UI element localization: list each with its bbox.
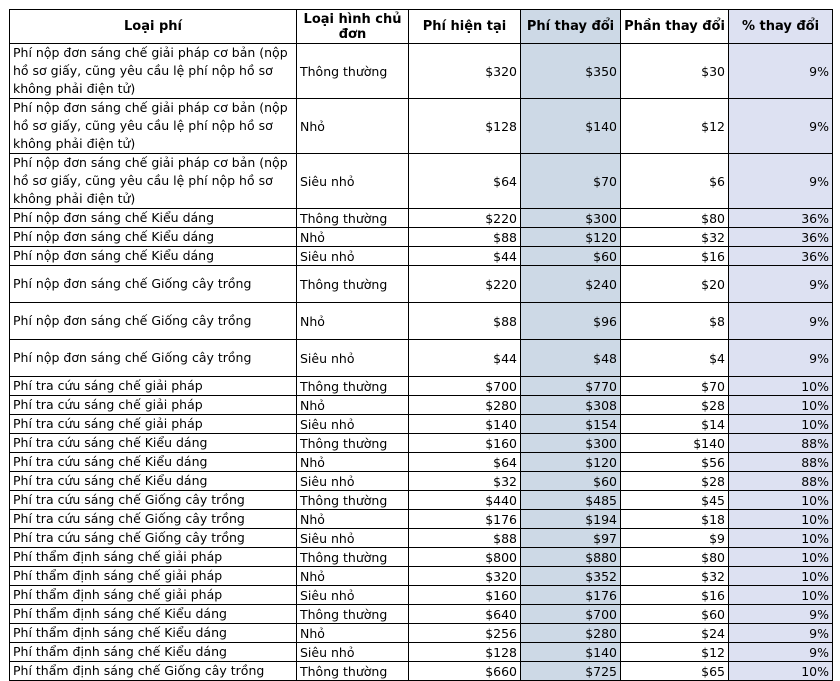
change-amount-cell: $70 bbox=[621, 377, 729, 396]
change-percent-cell: 9% bbox=[729, 44, 833, 99]
fee-type-cell: Phí nộp đơn sáng chế giải pháp cơ bản (nộp hồ sơ giấy, cũng yêu cầu lệ phí nộp hồ sơ không phải điện tử) bbox=[10, 44, 297, 99]
change-percent-cell: 10% bbox=[729, 548, 833, 567]
change-amount-cell: $30 bbox=[621, 44, 729, 99]
applicant-type-cell: Thông thường bbox=[297, 491, 409, 510]
current-fee-cell: $700 bbox=[409, 377, 521, 396]
change-percent-cell: 10% bbox=[729, 377, 833, 396]
header-applicant-type: Loại hình chủ đơn bbox=[297, 10, 409, 44]
changed-fee-cell: $194 bbox=[521, 510, 621, 529]
table-row bbox=[10, 662, 833, 681]
changed-fee-cell: $48 bbox=[521, 340, 621, 377]
change-amount-cell: $16 bbox=[621, 247, 729, 266]
fee-type-cell: Phí thẩm định sáng chế Kiểu dáng bbox=[10, 624, 297, 643]
table-row bbox=[10, 377, 833, 396]
applicant-type-cell: Thông thường bbox=[297, 434, 409, 453]
current-fee-cell: $88 bbox=[409, 303, 521, 340]
change-percent-cell: 10% bbox=[729, 415, 833, 434]
applicant-type-cell: Siêu nhỏ bbox=[297, 247, 409, 266]
changed-fee-cell: $485 bbox=[521, 491, 621, 510]
applicant-type-cell: Nhỏ bbox=[297, 567, 409, 586]
fee-type-cell: Phí nộp đơn sáng chế Kiểu dáng bbox=[10, 209, 297, 228]
current-fee-cell: $220 bbox=[409, 266, 521, 303]
change-amount-cell: $80 bbox=[621, 548, 729, 567]
table-row bbox=[10, 44, 833, 99]
change-percent-cell: 9% bbox=[729, 266, 833, 303]
current-fee-cell: $160 bbox=[409, 434, 521, 453]
header-row bbox=[10, 10, 833, 44]
change-amount-cell: $80 bbox=[621, 209, 729, 228]
table-row bbox=[10, 567, 833, 586]
table-row bbox=[10, 247, 833, 266]
fee-type-cell: Phí nộp đơn sáng chế Kiểu dáng bbox=[10, 228, 297, 247]
table-row bbox=[10, 643, 833, 662]
change-percent-cell: 10% bbox=[729, 529, 833, 548]
header-change-percent: % thay đổi bbox=[729, 10, 833, 44]
change-amount-cell: $56 bbox=[621, 453, 729, 472]
applicant-type-cell: Thông thường bbox=[297, 662, 409, 681]
header-change-amount: Phần thay đổi bbox=[621, 10, 729, 44]
fee-type-cell: Phí tra cứu sáng chế Giống cây trồng bbox=[10, 491, 297, 510]
applicant-type-cell: Siêu nhỏ bbox=[297, 340, 409, 377]
fee-type-cell: Phí thẩm định sáng chế Kiểu dáng bbox=[10, 605, 297, 624]
table-row bbox=[10, 303, 833, 340]
table-row bbox=[10, 415, 833, 434]
current-fee-cell: $64 bbox=[409, 453, 521, 472]
current-fee-cell: $160 bbox=[409, 586, 521, 605]
change-amount-cell: $4 bbox=[621, 340, 729, 377]
current-fee-cell: $220 bbox=[409, 209, 521, 228]
current-fee-cell: $64 bbox=[409, 154, 521, 209]
changed-fee-cell: $240 bbox=[521, 266, 621, 303]
current-fee-cell: $800 bbox=[409, 548, 521, 567]
changed-fee-cell: $725 bbox=[521, 662, 621, 681]
change-percent-cell: 9% bbox=[729, 154, 833, 209]
applicant-type-cell: Nhỏ bbox=[297, 228, 409, 247]
table-row bbox=[10, 434, 833, 453]
changed-fee-cell: $140 bbox=[521, 643, 621, 662]
change-percent-cell: 88% bbox=[729, 453, 833, 472]
change-amount-cell: $9 bbox=[621, 529, 729, 548]
applicant-type-cell: Siêu nhỏ bbox=[297, 643, 409, 662]
table-row bbox=[10, 491, 833, 510]
change-percent-cell: 10% bbox=[729, 586, 833, 605]
change-percent-cell: 10% bbox=[729, 491, 833, 510]
change-percent-cell: 9% bbox=[729, 99, 833, 154]
fee-type-cell: Phí nộp đơn sáng chế giải pháp cơ bản (nộp hồ sơ giấy, cũng yêu cầu lệ phí nộp hồ sơ không phải điện tử) bbox=[10, 99, 297, 154]
changed-fee-cell: $120 bbox=[521, 453, 621, 472]
change-amount-cell: $32 bbox=[621, 228, 729, 247]
changed-fee-cell: $350 bbox=[521, 44, 621, 99]
table-row bbox=[10, 548, 833, 567]
change-amount-cell: $6 bbox=[621, 154, 729, 209]
current-fee-cell: $660 bbox=[409, 662, 521, 681]
current-fee-cell: $320 bbox=[409, 567, 521, 586]
change-percent-cell: 88% bbox=[729, 434, 833, 453]
table-row bbox=[10, 340, 833, 377]
applicant-type-cell: Nhỏ bbox=[297, 453, 409, 472]
table-row bbox=[10, 624, 833, 643]
change-percent-cell: 36% bbox=[729, 228, 833, 247]
changed-fee-cell: $280 bbox=[521, 624, 621, 643]
change-percent-cell: 9% bbox=[729, 643, 833, 662]
current-fee-cell: $88 bbox=[409, 529, 521, 548]
table-row bbox=[10, 99, 833, 154]
changed-fee-cell: $700 bbox=[521, 605, 621, 624]
table-body bbox=[10, 44, 833, 681]
change-amount-cell: $12 bbox=[621, 99, 729, 154]
applicant-type-cell: Siêu nhỏ bbox=[297, 154, 409, 209]
current-fee-cell: $176 bbox=[409, 510, 521, 529]
applicant-type-cell: Thông thường bbox=[297, 548, 409, 567]
change-amount-cell: $45 bbox=[621, 491, 729, 510]
change-amount-cell: $28 bbox=[621, 396, 729, 415]
change-percent-cell: 10% bbox=[729, 510, 833, 529]
changed-fee-cell: $154 bbox=[521, 415, 621, 434]
change-amount-cell: $12 bbox=[621, 643, 729, 662]
fee-type-cell: Phí tra cứu sáng chế Giống cây trồng bbox=[10, 529, 297, 548]
current-fee-cell: $440 bbox=[409, 491, 521, 510]
changed-fee-cell: $880 bbox=[521, 548, 621, 567]
header-current-fee: Phí hiện tại bbox=[409, 10, 521, 44]
change-percent-cell: 10% bbox=[729, 662, 833, 681]
changed-fee-cell: $140 bbox=[521, 99, 621, 154]
change-amount-cell: $18 bbox=[621, 510, 729, 529]
change-percent-cell: 10% bbox=[729, 567, 833, 586]
fee-type-cell: Phí tra cứu sáng chế Kiểu dáng bbox=[10, 434, 297, 453]
fee-type-cell: Phí nộp đơn sáng chế Kiểu dáng bbox=[10, 247, 297, 266]
table-row bbox=[10, 154, 833, 209]
change-amount-cell: $16 bbox=[621, 586, 729, 605]
fee-type-cell: Phí thẩm định sáng chế Kiểu dáng bbox=[10, 643, 297, 662]
table-row bbox=[10, 396, 833, 415]
current-fee-cell: $256 bbox=[409, 624, 521, 643]
changed-fee-cell: $300 bbox=[521, 209, 621, 228]
changed-fee-cell: $70 bbox=[521, 154, 621, 209]
changed-fee-cell: $60 bbox=[521, 472, 621, 491]
fee-type-cell: Phí tra cứu sáng chế giải pháp bbox=[10, 377, 297, 396]
fee-type-cell: Phí tra cứu sáng chế giải pháp bbox=[10, 396, 297, 415]
fee-type-cell: Phí nộp đơn sáng chế Giống cây trồng bbox=[10, 303, 297, 340]
fee-type-cell: Phí nộp đơn sáng chế giải pháp cơ bản (nộp hồ sơ giấy, cũng yêu cầu lệ phí nộp hồ sơ không phải điện tử) bbox=[10, 154, 297, 209]
changed-fee-cell: $770 bbox=[521, 377, 621, 396]
change-amount-cell: $32 bbox=[621, 567, 729, 586]
changed-fee-cell: $176 bbox=[521, 586, 621, 605]
applicant-type-cell: Nhỏ bbox=[297, 624, 409, 643]
applicant-type-cell: Nhỏ bbox=[297, 99, 409, 154]
fee-type-cell: Phí tra cứu sáng chế giải pháp bbox=[10, 415, 297, 434]
change-amount-cell: $140 bbox=[621, 434, 729, 453]
change-amount-cell: $24 bbox=[621, 624, 729, 643]
changed-fee-cell: $300 bbox=[521, 434, 621, 453]
current-fee-cell: $88 bbox=[409, 228, 521, 247]
current-fee-cell: $320 bbox=[409, 44, 521, 99]
fee-type-cell: Phí thẩm định sáng chế giải pháp bbox=[10, 586, 297, 605]
table-row bbox=[10, 605, 833, 624]
table-row bbox=[10, 266, 833, 303]
change-percent-cell: 9% bbox=[729, 303, 833, 340]
table-row bbox=[10, 529, 833, 548]
table-row bbox=[10, 228, 833, 247]
applicant-type-cell: Nhỏ bbox=[297, 396, 409, 415]
fee-type-cell: Phí tra cứu sáng chế Kiểu dáng bbox=[10, 453, 297, 472]
changed-fee-cell: $96 bbox=[521, 303, 621, 340]
header-fee-type: Loại phí bbox=[10, 10, 297, 44]
fee-type-cell: Phí thẩm định sáng chế Giống cây trồng bbox=[10, 662, 297, 681]
changed-fee-cell: $120 bbox=[521, 228, 621, 247]
current-fee-cell: $32 bbox=[409, 472, 521, 491]
change-percent-cell: 9% bbox=[729, 340, 833, 377]
current-fee-cell: $280 bbox=[409, 396, 521, 415]
applicant-type-cell: Thông thường bbox=[297, 377, 409, 396]
fee-type-cell: Phí nộp đơn sáng chế Giống cây trồng bbox=[10, 266, 297, 303]
table-row bbox=[10, 510, 833, 529]
change-percent-cell: 36% bbox=[729, 247, 833, 266]
header-changed-fee: Phí thay đổi bbox=[521, 10, 621, 44]
applicant-type-cell: Siêu nhỏ bbox=[297, 586, 409, 605]
change-amount-cell: $28 bbox=[621, 472, 729, 491]
fee-type-cell: Phí thẩm định sáng chế giải pháp bbox=[10, 567, 297, 586]
applicant-type-cell: Nhỏ bbox=[297, 510, 409, 529]
applicant-type-cell: Thông thường bbox=[297, 605, 409, 624]
applicant-type-cell: Nhỏ bbox=[297, 303, 409, 340]
change-percent-cell: 10% bbox=[729, 396, 833, 415]
changed-fee-cell: $60 bbox=[521, 247, 621, 266]
applicant-type-cell: Thông thường bbox=[297, 266, 409, 303]
change-percent-cell: 36% bbox=[729, 209, 833, 228]
change-amount-cell: $14 bbox=[621, 415, 729, 434]
current-fee-cell: $140 bbox=[409, 415, 521, 434]
current-fee-cell: $44 bbox=[409, 247, 521, 266]
table-row bbox=[10, 586, 833, 605]
change-percent-cell: 88% bbox=[729, 472, 833, 491]
fee-type-cell: Phí tra cứu sáng chế Giống cây trồng bbox=[10, 510, 297, 529]
change-percent-cell: 9% bbox=[729, 624, 833, 643]
applicant-type-cell: Siêu nhỏ bbox=[297, 415, 409, 434]
applicant-type-cell: Thông thường bbox=[297, 44, 409, 99]
fee-type-cell: Phí tra cứu sáng chế Kiểu dáng bbox=[10, 472, 297, 491]
current-fee-cell: $44 bbox=[409, 340, 521, 377]
current-fee-cell: $128 bbox=[409, 643, 521, 662]
applicant-type-cell: Siêu nhỏ bbox=[297, 529, 409, 548]
current-fee-cell: $128 bbox=[409, 99, 521, 154]
changed-fee-cell: $308 bbox=[521, 396, 621, 415]
changed-fee-cell: $97 bbox=[521, 529, 621, 548]
change-amount-cell: $60 bbox=[621, 605, 729, 624]
change-amount-cell: $8 bbox=[621, 303, 729, 340]
applicant-type-cell: Siêu nhỏ bbox=[297, 472, 409, 491]
fee-type-cell: Phí thẩm định sáng chế giải pháp bbox=[10, 548, 297, 567]
change-amount-cell: $20 bbox=[621, 266, 729, 303]
fee-change-table bbox=[9, 9, 833, 681]
table-row bbox=[10, 453, 833, 472]
current-fee-cell: $640 bbox=[409, 605, 521, 624]
table-row bbox=[10, 209, 833, 228]
changed-fee-cell: $352 bbox=[521, 567, 621, 586]
change-percent-cell: 9% bbox=[729, 605, 833, 624]
table-row bbox=[10, 472, 833, 491]
change-amount-cell: $65 bbox=[621, 662, 729, 681]
applicant-type-cell: Thông thường bbox=[297, 209, 409, 228]
fee-type-cell: Phí nộp đơn sáng chế Giống cây trồng bbox=[10, 340, 297, 377]
